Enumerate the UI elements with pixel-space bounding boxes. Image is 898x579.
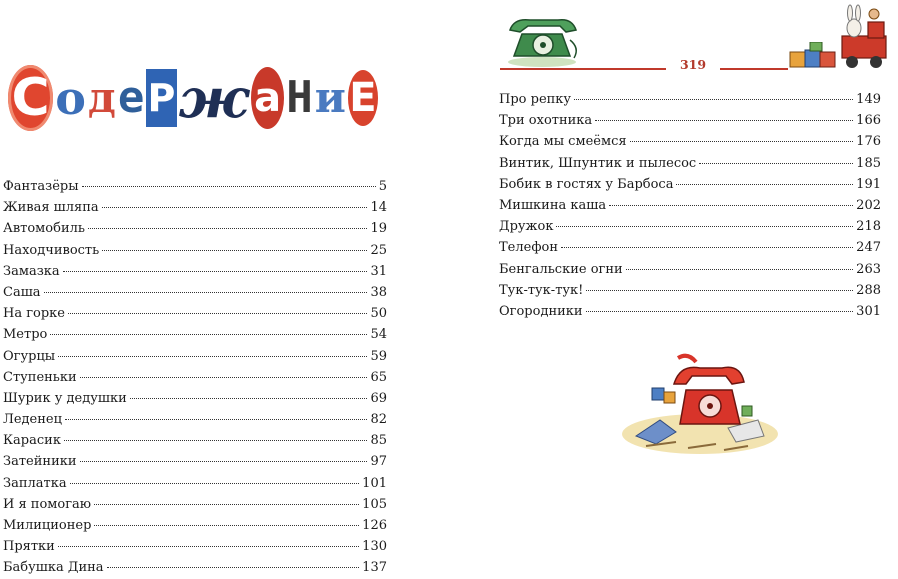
title-letter: д	[87, 73, 116, 122]
dot-leader	[68, 313, 367, 314]
toc-entry	[3, 451, 387, 472]
toc-entry-title: Дружок	[499, 219, 554, 235]
toc-entry-title: Мишкина каша	[499, 197, 607, 213]
dot-leader	[58, 546, 359, 547]
toc-entry-page: 59	[370, 348, 387, 364]
toc-entry-title: Бенгальские огни	[499, 261, 623, 277]
header-rule-right	[720, 68, 788, 70]
toc-entry-title: Тук-тук-тук!	[499, 282, 584, 298]
toc-entry-title: Живая шляпа	[3, 200, 99, 216]
toc-entry-title: Шурик у дедушки	[3, 390, 127, 406]
toc-entry-page: 97	[370, 454, 387, 470]
dot-leader	[94, 525, 359, 526]
toc-entry-title: И я помогаю	[3, 496, 92, 512]
toc-entry-title: Когда мы смеёмся	[499, 134, 627, 150]
toc-entry-page: 54	[370, 327, 387, 343]
toc-entry-title: Карасик	[3, 433, 61, 449]
toc-entry-page: 65	[370, 369, 387, 385]
toc-entry-title: Замазка	[3, 263, 60, 279]
toc-entry-page: 85	[370, 433, 387, 449]
toc-entry-title: Леденец	[3, 412, 62, 428]
toc-entry	[3, 218, 387, 239]
toc-entry	[3, 494, 387, 515]
toc-entry-page: 149	[856, 92, 881, 107]
toc-entry-title: Фантазёры	[3, 179, 79, 194]
toc-entry	[499, 280, 881, 301]
toc-entry	[499, 89, 881, 110]
toc-entry	[3, 346, 387, 367]
toc-entry-title: На горке	[3, 306, 65, 322]
toc-entry-title: Ступеньки	[3, 369, 77, 385]
toc-entry-title: Три охотника	[499, 113, 593, 129]
toc-entry-title: Находчивость	[3, 242, 100, 258]
toc-entry-page: 19	[370, 221, 387, 237]
header-rule-left	[500, 68, 666, 70]
toc-entry	[499, 153, 881, 174]
toc-entry-page: 82	[370, 412, 387, 428]
dot-leader	[70, 483, 360, 484]
toc-entry-title: Саша	[3, 284, 41, 300]
toc-entry	[499, 110, 881, 131]
toc-entry-page: 14	[370, 200, 387, 216]
toc-entry	[499, 259, 881, 280]
dot-leader	[82, 186, 376, 187]
dot-leader	[44, 292, 368, 293]
toc-entry	[3, 197, 387, 218]
dot-leader	[609, 205, 853, 206]
toc-entry	[3, 557, 387, 578]
toc-entry-page: 137	[362, 560, 387, 576]
toc-entry	[499, 195, 881, 216]
dot-leader	[80, 377, 368, 378]
toc-entry	[3, 261, 387, 282]
title-letter: Р	[146, 69, 176, 127]
dot-leader	[88, 228, 368, 229]
toc-entry	[3, 282, 387, 303]
toc-entry-page: 101	[362, 475, 387, 491]
toc-entry-title: Про репку	[499, 92, 572, 107]
toc-entry-title: Затейники	[3, 454, 77, 470]
dot-leader	[50, 334, 367, 335]
dot-leader	[80, 461, 368, 462]
toc-entry-title: Огурцы	[3, 348, 56, 364]
toc-entry	[499, 301, 881, 322]
toc-entry	[3, 367, 387, 388]
dot-leader	[63, 271, 368, 272]
title-letter: С	[8, 65, 53, 131]
toc-list-right	[499, 89, 881, 322]
red-telephone-with-toys-icon	[616, 350, 784, 458]
dot-leader	[102, 250, 367, 251]
toc-entry	[499, 131, 881, 152]
toc-entry	[499, 174, 881, 195]
toc-entry-page: 5	[378, 179, 387, 194]
dot-leader	[630, 141, 854, 142]
toc-entry-title: Бобик в гостях у Барбоса	[499, 176, 674, 192]
title-letter: е	[117, 72, 145, 123]
toc-entry	[3, 515, 387, 536]
toc-entry-page: 105	[362, 496, 387, 512]
toc-entry	[3, 176, 387, 197]
dot-leader	[102, 207, 368, 208]
toc-entry-page: 38	[370, 284, 387, 300]
toc-entry	[3, 430, 387, 451]
dot-leader	[561, 247, 853, 248]
title-letter: ж	[178, 66, 250, 130]
dot-leader	[94, 504, 359, 505]
dot-leader	[58, 356, 367, 357]
toc-entry-page: 69	[370, 390, 387, 406]
dot-leader	[64, 440, 367, 441]
toc-entry-page: 202	[856, 197, 881, 213]
toc-entry	[3, 240, 387, 261]
toc-entry	[3, 388, 387, 409]
green-telephone-icon	[500, 12, 584, 68]
toy-blocks-icon	[788, 42, 838, 70]
dot-leader	[699, 163, 853, 164]
toc-entry-title: Милиционер	[3, 518, 92, 533]
toc-entry-title: Заплатка	[3, 475, 67, 491]
toc-entry-title: Бабушка Дина	[3, 560, 104, 576]
toc-entry-title: Автомобиль	[3, 221, 85, 237]
toc-list-left	[3, 176, 387, 579]
toc-entry-page: 130	[362, 539, 387, 555]
toc-entry-page: 126	[362, 518, 387, 533]
toc-entry-title: Винтик, Шпунтик и пылесос	[499, 155, 697, 171]
toc-entry-page: 166	[856, 113, 881, 129]
toc-entry-page: 288	[856, 282, 881, 298]
title-letter: а	[251, 67, 284, 129]
toc-entry-title: Метро	[3, 327, 48, 343]
dot-leader	[556, 226, 853, 227]
toc-entry-page: 301	[856, 303, 881, 319]
toc-entry	[3, 473, 387, 494]
toc-entry	[3, 324, 387, 345]
dot-leader	[65, 419, 367, 420]
title-letter: Е	[348, 70, 378, 126]
dot-leader	[626, 269, 854, 270]
toc-entry-title: Телефон	[499, 240, 558, 256]
toc-entry	[499, 237, 881, 258]
dot-leader	[586, 290, 853, 291]
toc-entry-title: Прятки	[3, 539, 55, 555]
toc-entry-title: Огородники	[499, 303, 583, 319]
dot-leader	[130, 398, 368, 399]
toc-entry	[499, 216, 881, 237]
title-letter: и	[314, 73, 346, 122]
toc-entry-page: 50	[370, 306, 387, 322]
dot-leader	[595, 120, 853, 121]
title-letter: о	[55, 71, 86, 125]
dot-leader	[586, 311, 854, 312]
toc-entry-page: 176	[856, 134, 881, 150]
page-title	[8, 56, 380, 140]
dot-leader	[107, 567, 360, 568]
toc-entry-page: 247	[856, 240, 881, 256]
dot-leader	[574, 99, 853, 100]
toc-entry	[3, 303, 387, 324]
toc-entry-page: 31	[370, 263, 387, 279]
toc-entry	[3, 409, 387, 430]
page-number: 319	[679, 57, 707, 72]
toc-entry-page: 263	[856, 261, 881, 277]
dot-leader	[676, 184, 853, 185]
title-letter: Н	[286, 72, 313, 123]
toc-entry-page: 191	[856, 176, 881, 192]
toc-entry-page: 25	[370, 242, 387, 258]
toc-entry-page: 218	[856, 219, 881, 235]
toc-entry-page: 185	[856, 155, 881, 171]
toc-entry	[3, 536, 387, 557]
toy-train-with-bunny-icon	[838, 4, 890, 70]
